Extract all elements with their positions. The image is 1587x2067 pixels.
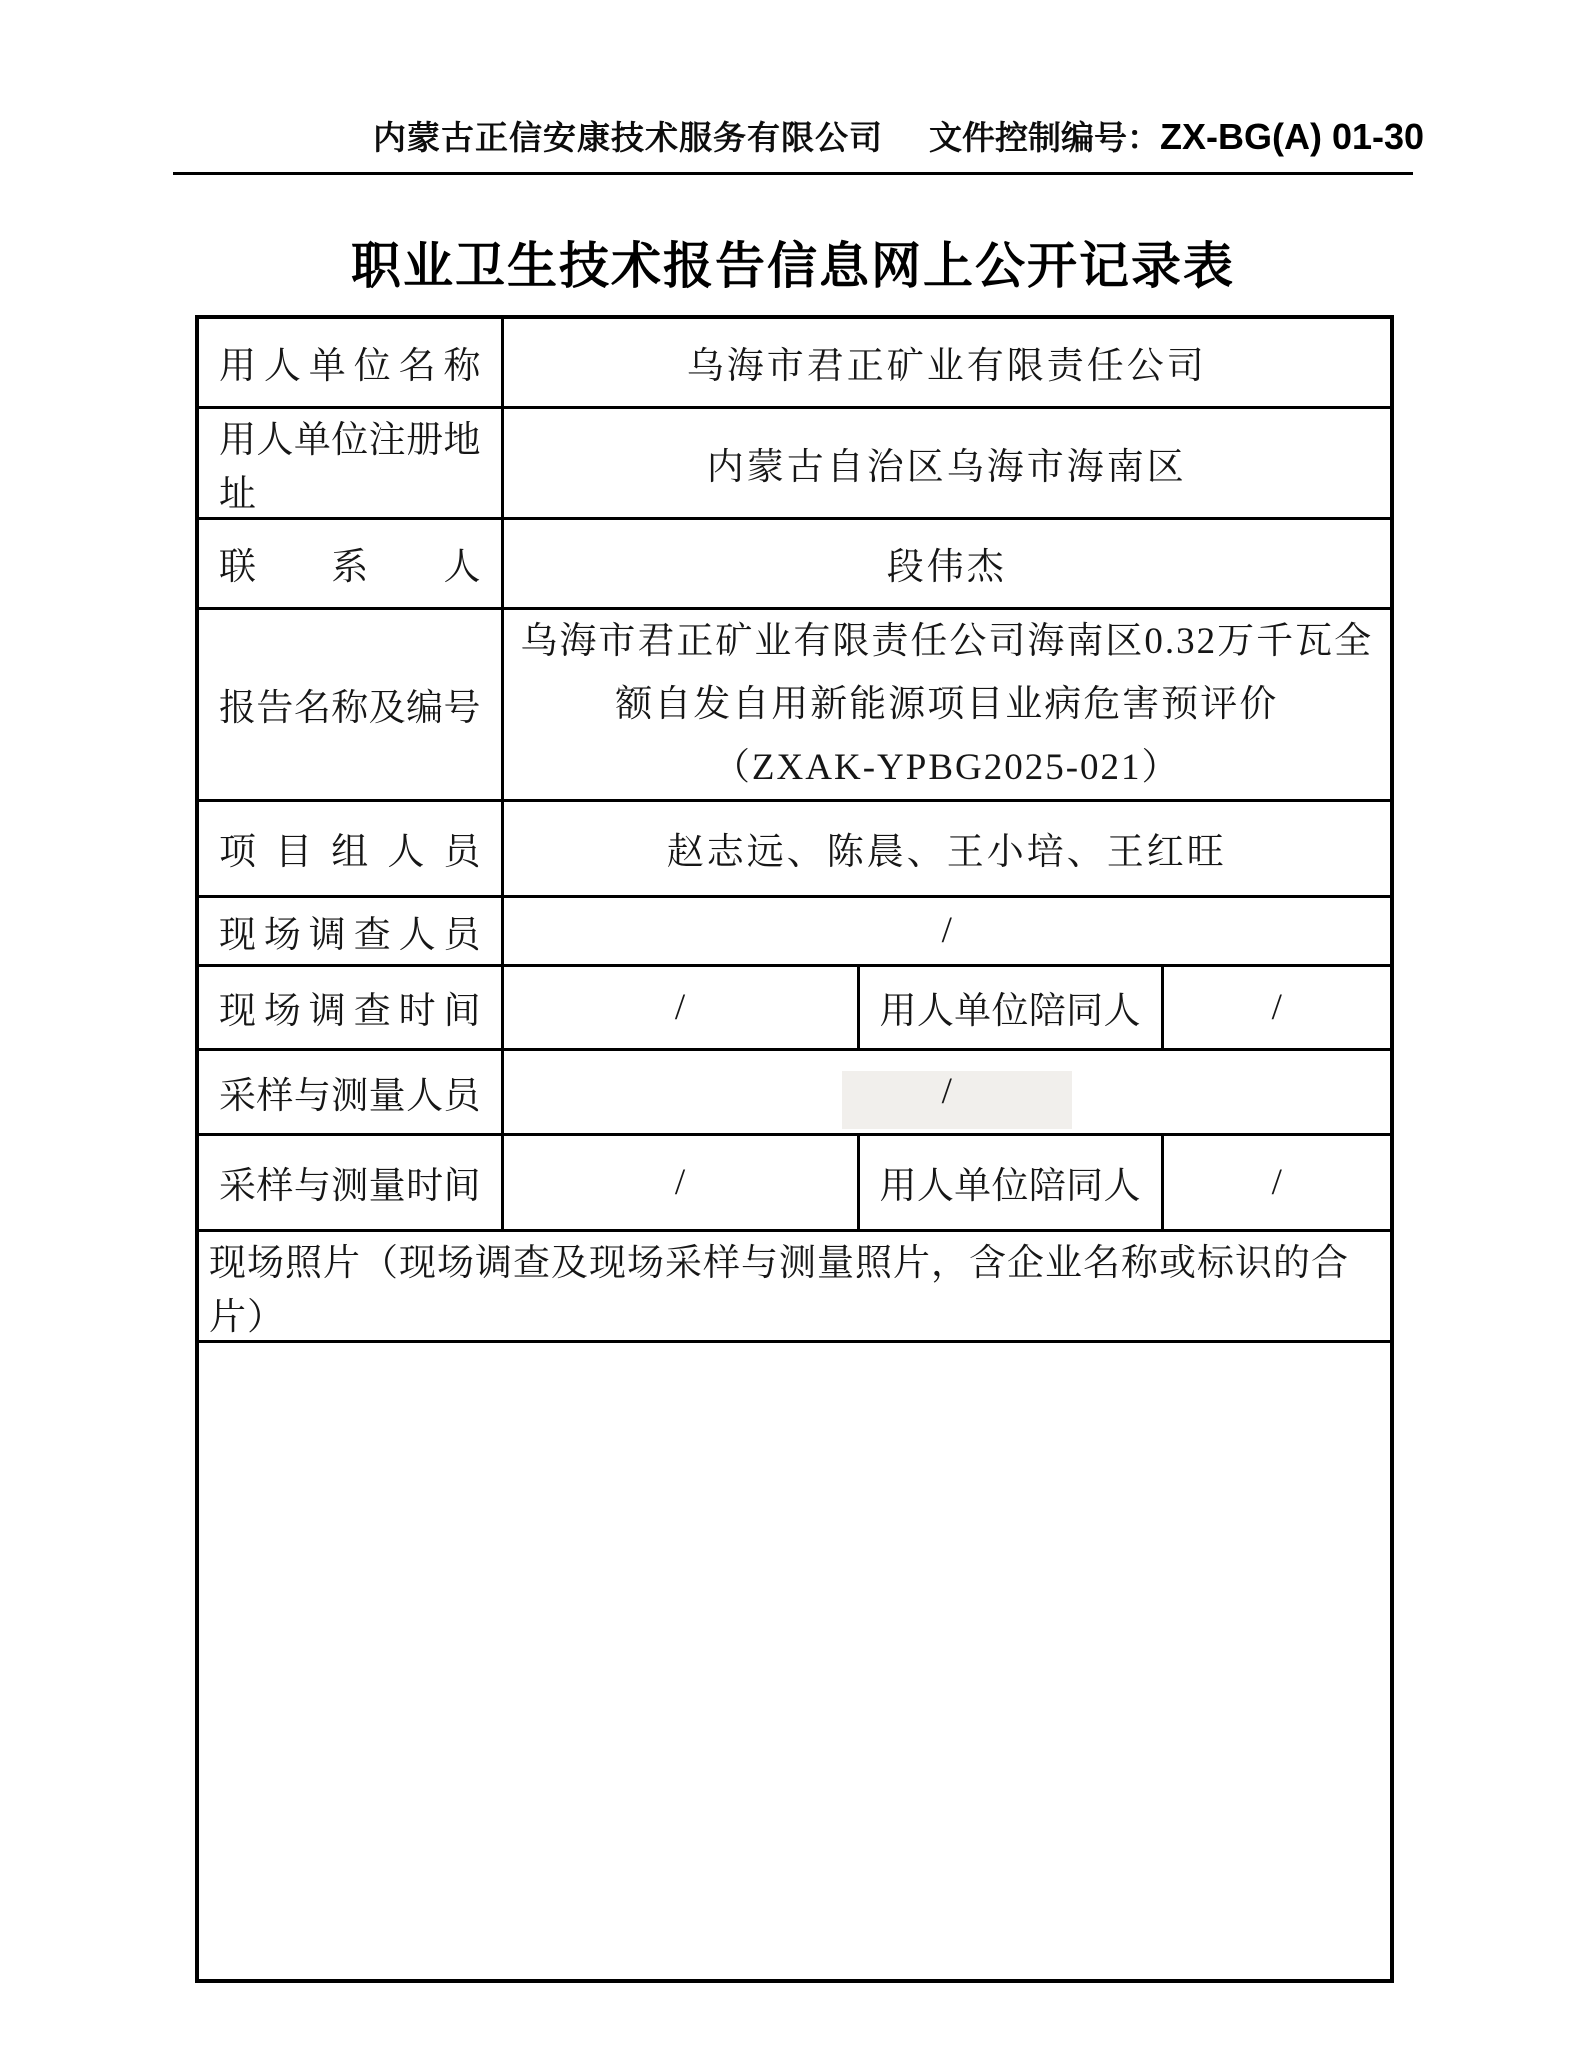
header-company-name: 内蒙古正信安康技术服务有限公司: [373, 119, 883, 156]
sampling-staff-label: 采样与测量人员: [197, 1049, 502, 1134]
row-project-team: [197, 800, 1392, 896]
row-employer-name: [197, 317, 1392, 407]
employer-escort-value-2: [1162, 1134, 1392, 1230]
slash-placeholder: /: [941, 1071, 952, 1112]
employer-address-label: 用人单位注册地址: [197, 407, 502, 518]
photo-area-cell: [197, 1341, 1392, 1981]
project-team-value: 赵志远、陈晨、王小培、王红旺: [502, 800, 1392, 896]
contact-person-label: 联系人: [197, 518, 502, 608]
header-divider-line: [173, 172, 1413, 175]
row-employer-address: [197, 407, 1392, 518]
photo-note-text: 现场照片（现场调查及现场采样与测量照片，含企业名称或标识的合片）: [197, 1230, 1392, 1341]
site-survey-staff-value: [502, 896, 1392, 965]
row-site-survey-time: [197, 965, 1392, 1049]
sampling-staff-value: [502, 1049, 1392, 1134]
slash-placeholder: /: [674, 1161, 686, 1203]
employer-escort-label-2: 用人单位陪同人: [858, 1134, 1162, 1230]
sampling-time-value: [502, 1134, 858, 1230]
page-title: 职业卫生技术报告信息网上公开记录表: [351, 238, 1235, 294]
report-name-line-1: 乌海市君正矿业有限责任公司海南区0.32万千瓦全: [520, 620, 1374, 662]
faded-highlight-box: [842, 1071, 1072, 1129]
record-table: [195, 315, 1394, 1983]
row-report-name-number: [197, 608, 1392, 800]
employer-name-label: 用人单位名称: [197, 317, 502, 407]
row-photo-note: [197, 1230, 1392, 1341]
site-survey-time-label: 现场调查时间: [197, 965, 502, 1049]
running-header: [373, 112, 1424, 159]
doc-control-label: 文件控制编号：: [929, 119, 1160, 156]
contact-person-value: 段伟杰: [502, 518, 1392, 608]
slash-placeholder: /: [674, 986, 686, 1028]
slash-placeholder: /: [1271, 986, 1282, 1028]
report-name-value: [502, 608, 1392, 800]
row-site-survey-staff: [197, 896, 1392, 965]
slash-placeholder: /: [941, 910, 952, 951]
row-photo-area: [197, 1341, 1392, 1981]
row-sampling-time: [197, 1134, 1392, 1230]
employer-escort-value-1: [1162, 965, 1392, 1049]
employer-name-value: 乌海市君正矿业有限责任公司: [502, 317, 1392, 407]
site-survey-staff-label: 现场调查人员: [197, 896, 502, 965]
row-sampling-staff: [197, 1049, 1392, 1134]
report-name-label: 报告名称及编号: [197, 608, 502, 800]
sampling-time-label: 采样与测量时间: [197, 1134, 502, 1230]
row-contact-person: [197, 518, 1392, 608]
doc-control-number: ZX-BG(A) 01-30: [1160, 116, 1425, 157]
slash-placeholder: /: [1271, 1161, 1282, 1203]
project-team-label: 项目组人员: [197, 800, 502, 896]
employer-escort-label-1: 用人单位陪同人: [858, 965, 1162, 1049]
report-number-line: （ZXAK-YPBG2025-021）: [712, 746, 1181, 788]
employer-address-value: 内蒙古自治区乌海市海南区: [502, 407, 1392, 518]
site-survey-time-value: [502, 965, 858, 1049]
report-name-line-2: 额自发自用新能源项目业病危害预评价: [615, 683, 1279, 725]
